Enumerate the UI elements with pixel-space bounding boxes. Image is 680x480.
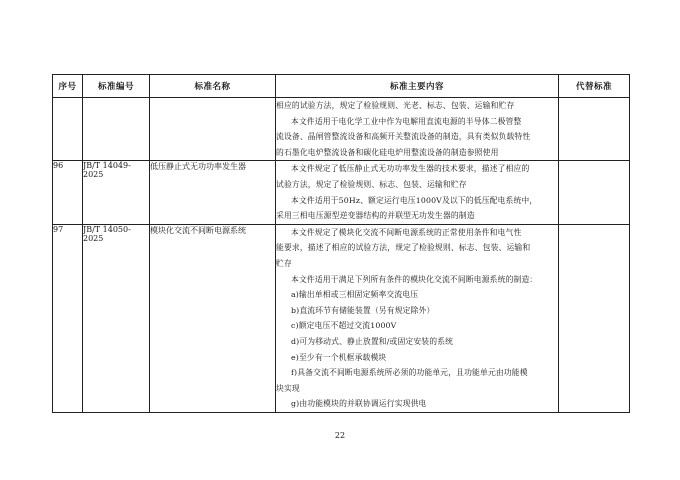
row-code: JB/T 14049-2025 [83,161,150,224]
content-line: b)直流环节有储能装置（另有规定除外） [291,305,435,315]
row-replace [559,98,630,161]
content-line: 相应的试验方法，规定了检验规则、光老、标志、包装、运输和贮存 [276,101,515,110]
header-code: 标准编号 [83,75,150,98]
content-line: 本文件适用于满足下列所有条件的模块化交流不间断电源系统的制造： [291,274,538,284]
row-content [276,98,559,161]
header-seq: 序号 [53,75,83,98]
content-line: 采用三相电压源型逆变器结构的并联型无功发生器的制造 [276,211,475,221]
content-line: 贮存 [276,258,292,268]
row-code [83,98,150,161]
row-seq: 97 [53,224,83,412]
content-line: 的石墨化电炉整流设备和碳化硅电炉用整流设备的制造参照使用 [276,147,499,157]
content-line: 能要求，描述了相应的试验方法，规定了检验规则、标志、包装、运输和 [276,243,531,253]
table-row [53,224,630,412]
row-content [276,161,559,224]
content-line: e)至少有一个机框承载模块 [291,352,387,362]
row-name: 低压静止式无功功率发生器 [150,161,276,224]
row-code: JB/T 14050-2025 [83,224,150,412]
standards-table [52,74,630,413]
page-number: 22 [334,431,346,440]
content-line: 流设备、晶闸管整流设备和高频开关整流设备的制造，具有类似负载特性 [276,132,531,142]
header-row [53,75,630,98]
content-line: 块实现 [276,383,300,393]
row-content [276,224,559,412]
content-line: g)由功能模块的并联协调运行实现供电 [291,399,427,409]
table-row [53,98,630,161]
content-line: c)额定电压不超过交流1000V [291,321,397,331]
header-replace: 代替标准 [559,75,630,98]
header-content: 标准主要内容 [276,75,559,98]
row-name: 模块化交流不间断电源系统 [150,224,276,412]
row-seq [53,98,83,161]
row-replace [559,161,630,224]
header-name: 标准名称 [150,75,276,98]
content-line: 试验方法，规定了检验规则、标志、包装、运输和贮存 [276,179,467,189]
content-line: d)可为移动式、静止放置和/或固定安装的系统 [291,336,454,346]
content-line: 本文件规定了模块化交流不间断电源系统的正常使用条件和电气性 [291,227,522,237]
content-line: a)输出单相或三相固定频率交流电压 [291,290,419,300]
content-line: 本文件适用于50Hz、额定运行电压1000V及以下的低压配电系统中， [291,195,538,205]
row-seq: 96 [53,161,83,224]
content-line: 本文件规定了低压静止式无功功率发生器的技术要求，描述了相应的 [291,164,530,174]
content-line: f)具备交流不间断电源系统所必须的功能单元，且功能单元由功能模 [291,368,528,378]
content-line: 本文件适用于电化学工业中作为电解用直流电源的半导体二极管整 [291,116,522,126]
row-replace [559,224,630,412]
table-row [53,161,630,224]
row-name [150,98,276,161]
